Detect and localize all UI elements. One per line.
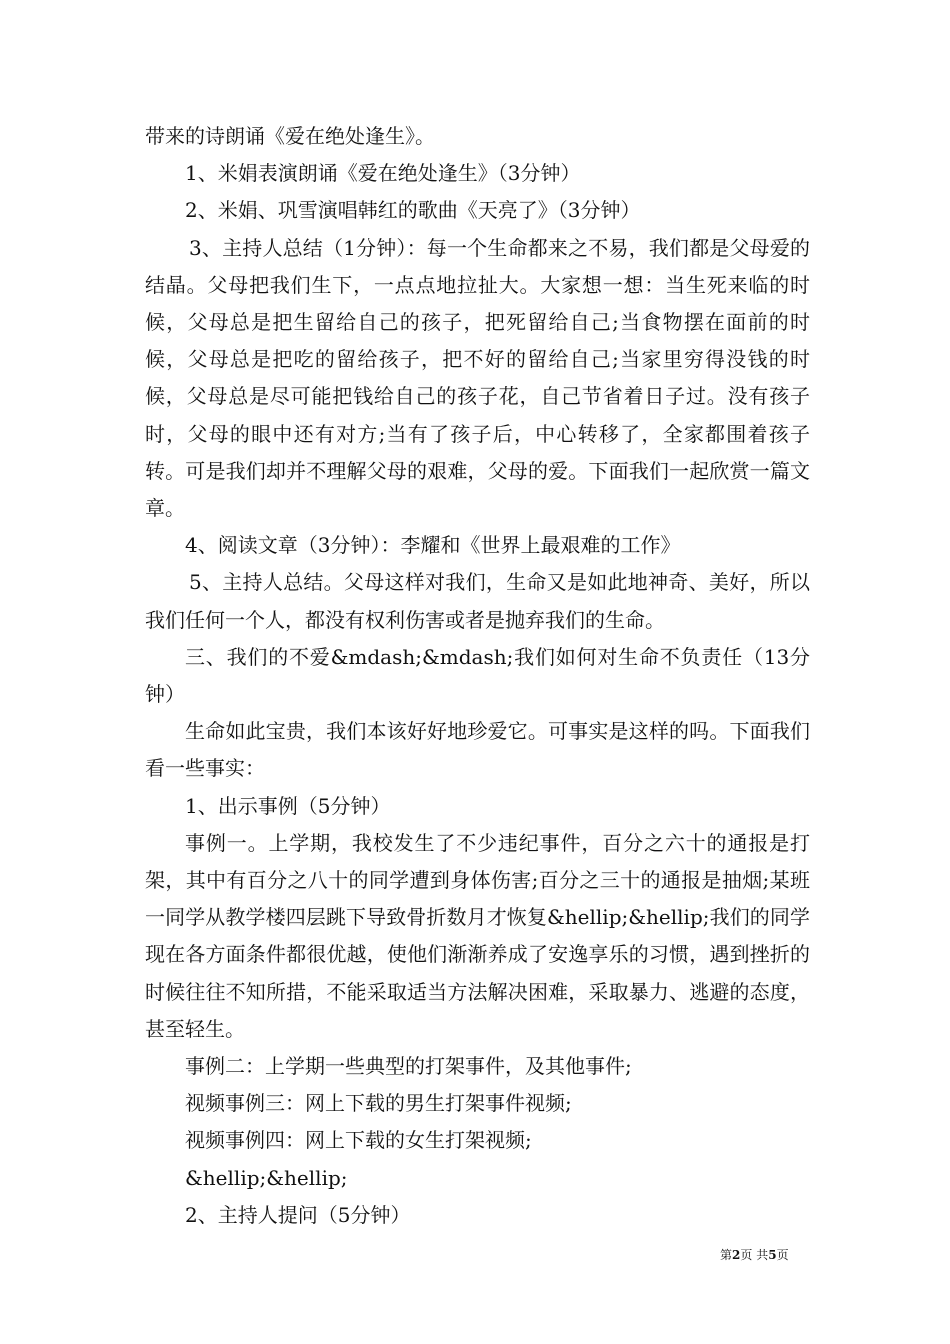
paragraph: &hellip;&hellip; [185, 1165, 348, 1190]
paragraph: 1、米娟表演朗诵《爱在绝处逢生》（3分钟） [185, 161, 581, 186]
footer-prefix: 第 [720, 1248, 733, 1262]
paragraph: 视频事例四：网上下载的女生打架视频; [185, 1128, 532, 1153]
paragraph: 3、主持人总结（1分钟）：每一个生命都来之不易，我们都是父母爱的结晶。父母把我们生下，一点点地拉扯大。大家想一想：当生死来临的时候，父母总是把生留给自己的孩子，把死留给自己;当食物摆在面前的时候，父母总是把吃的留给孩子，把不好的留给自己;当家里穷得没钱的时候，父母总是尽可能把钱给自己的孩子花，自己节省着日子过。没有孩子时，父母的眼中还有对方;当有了孩子后，中心转移了，全家都围着孩子转。可是我们却并不理解父母的艰难，父母的爱。下面我们一起欣赏一篇文章。 [145, 235, 810, 521]
paragraph: 2、米娟、巩雪演唱韩红的歌曲《天亮了》（3分钟） [185, 198, 641, 223]
footer-suffix: 页 [776, 1248, 789, 1262]
paragraph: 事例一。上学期，我校发生了不少违纪事件，百分之六十的通报是打架，其中有百分之八十的同学遭到身体伤害;百分之三十的通报是抽烟;某班一同学从教学楼四层跳下导致骨折数月才恢复&hellip;&hellip;我们的同学现在各方面条件都很优越，使他们渐渐养成了安逸享乐的习惯，遇到挫折的时候往往不知所措，不能采取适当方法解决困难，采取暴力、逃避的态度，甚至轻生。 [145, 830, 810, 1041]
document-body [145, 118, 810, 1234]
paragraph: 生命如此宝贵，我们本该好好地珍爱它。可事实是这样的吗。下面我们看一些事实： [145, 719, 810, 781]
paragraph: 带来的诗朗诵《爱在绝处逢生》。 [145, 124, 435, 148]
total-pages-number: 5 [768, 1248, 777, 1262]
page-number-footer [720, 1247, 810, 1263]
section-heading: 三、我们的不爱&mdash;&mdash;我们如何对生命不负责任（13分钟） [145, 644, 810, 707]
paragraph: 2、主持人提问（5分钟） [185, 1202, 411, 1227]
current-page-number: 2 [732, 1248, 741, 1262]
paragraph: 事例二：上学期一些典型的打架事件，及其他事件; [185, 1054, 632, 1079]
paragraph: 4、阅读文章（3分钟）：李耀和《世界上最艰难的工作》 [185, 533, 681, 558]
paragraph: 5、主持人总结。父母这样对我们，生命又是如此地神奇、美好，所以我们任何一个人，都没有权利伤害或者是抛弃我们的生命。 [145, 570, 810, 632]
paragraph: 1、出示事例（5分钟） [185, 793, 391, 818]
footer-middle: 页 共 [740, 1248, 769, 1262]
paragraph: 视频事例三：网上下载的男生打架事件视频; [185, 1091, 572, 1116]
